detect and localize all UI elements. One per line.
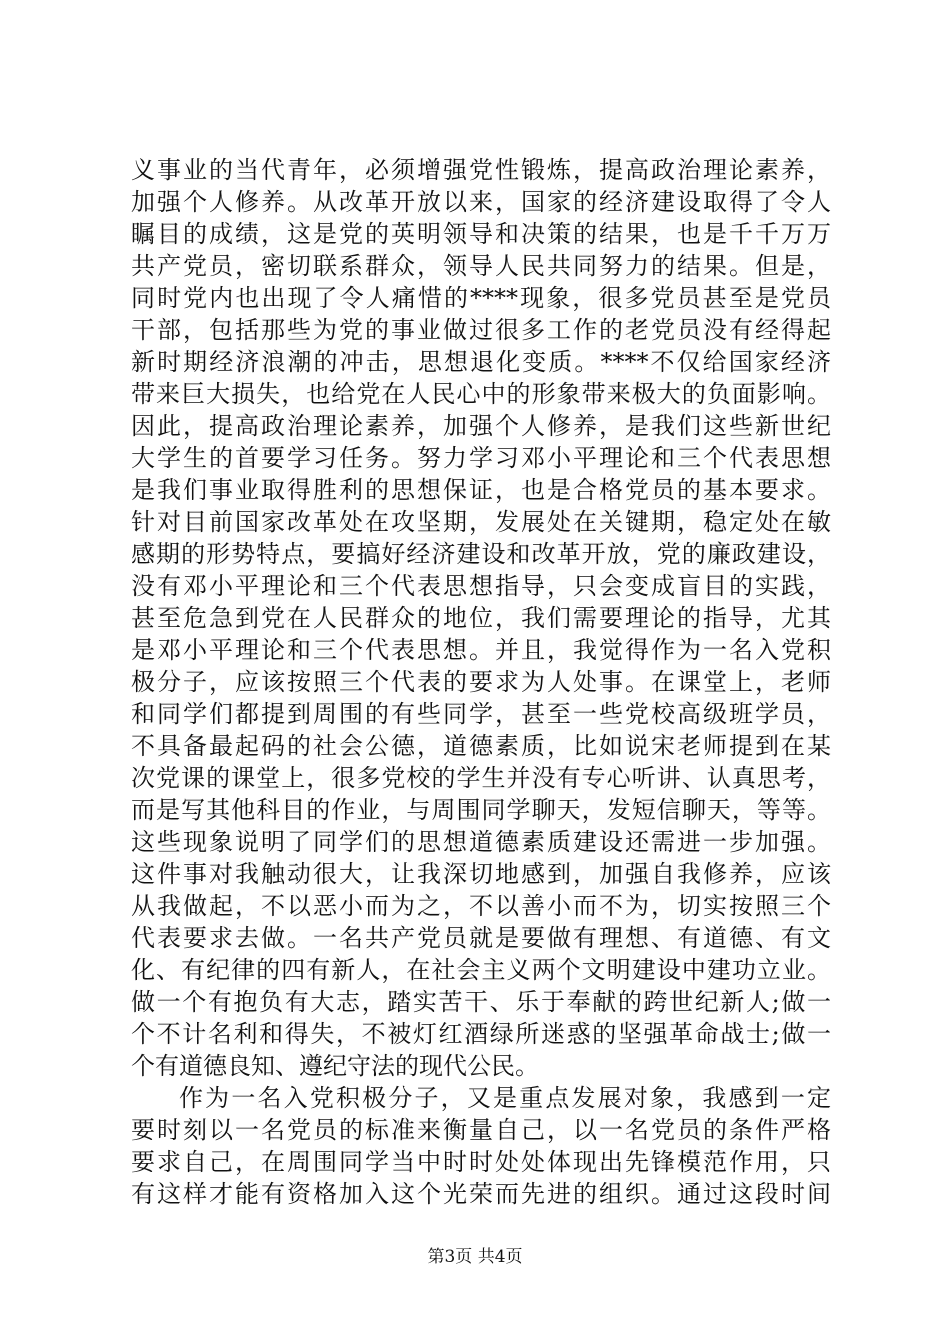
text-line: 因此，提高政治理论素养，加强个人修养，是我们这些新世纪 — [131, 412, 831, 440]
text-line: 代表要求去做。一名共产党员就是要做有理想、有道德、有文 — [131, 924, 831, 952]
page-footer: 第3页 共4页 — [427, 1247, 523, 1267]
text-line: 是邓小平理论和三个代表思想。并且，我觉得作为一名入党积 — [131, 636, 831, 664]
text-line: 从我做起，不以恶小而为之，不以善小而不为，切实按照三个 — [131, 892, 831, 920]
text-line: 是我们事业取得胜利的思想保证，也是合格党员的基本要求。 — [131, 476, 831, 504]
text-line: 要时刻以一名党员的标准来衡量自己，以一名党员的条件严格 — [131, 1116, 831, 1144]
text-line: 不具备最起码的社会公德，道德素质，比如说宋老师提到在某 — [131, 732, 831, 760]
text-line: 加强个人修养。从改革开放以来，国家的经济建设取得了令人 — [131, 188, 831, 216]
text-line: 甚至危急到党在人民群众的地位，我们需要理论的指导，尤其 — [131, 604, 831, 632]
text-line: 感期的形势特点，要搞好经济建设和改革开放，党的廉政建设， — [131, 540, 831, 568]
text-line: 同时党内也出现了令人痛惜的****现象，很多党员甚至是党员 — [131, 284, 831, 312]
text-line: 瞩目的成绩，这是党的英明领导和决策的结果，也是千千万万 — [131, 220, 831, 248]
text-line: 共产党员，密切联系群众，领导人民共同努力的结果。但是， — [131, 252, 831, 280]
text-line: 带来巨大损失，也给党在人民心中的形象带来极大的负面影响。 — [131, 380, 831, 408]
text-line: 这件事对我触动很大，让我深切地感到，加强自我修养，应该 — [131, 860, 831, 888]
text-line: 新时期经济浪潮的冲击，思想退化变质。****不仅给国家经济 — [131, 348, 831, 376]
text-line: 化、有纪律的四有新人，在社会主义两个文明建设中建功立业。 — [131, 956, 831, 984]
text-line: 个有道德良知、遵纪守法的现代公民。 — [131, 1052, 539, 1080]
text-line: 作为一名入党积极分子，又是重点发展对象，我感到一定 — [179, 1084, 831, 1112]
text-line: 这些现象说明了同学们的思想道德素质建设还需进一步加强。 — [131, 828, 831, 856]
text-line: 做一个有抱负有大志，踏实苦干、乐于奉献的跨世纪新人;做一 — [131, 988, 831, 1016]
text-line: 义事业的当代青年，必须增强党性锻炼，提高政治理论素养， — [131, 156, 831, 184]
text-line: 个不计名利和得失，不被灯红酒绿所迷惑的坚强革命战士;做一 — [131, 1020, 831, 1048]
text-line: 没有邓小平理论和三个代表思想指导，只会变成盲目的实践， — [131, 572, 831, 600]
text-line: 次党课的课堂上，很多党校的学生并没有专心听讲、认真思考， — [131, 764, 831, 792]
text-line: 极分子，应该按照三个代表的要求为人处事。在课堂上，老师 — [131, 668, 831, 696]
text-line: 有这样才能有资格加入这个光荣而先进的组织。通过这段时间 — [131, 1180, 831, 1208]
text-line: 大学生的首要学习任务。努力学习邓小平理论和三个代表思想 — [131, 444, 831, 472]
text-line: 和同学们都提到周围的有些同学，甚至一些党校高级班学员， — [131, 700, 831, 728]
text-line: 要求自己，在周围同学当中时时处处体现出先锋模范作用，只 — [131, 1148, 831, 1176]
body-text — [131, 154, 831, 1210]
text-line: 干部，包括那些为党的事业做过很多工作的老党员没有经得起 — [131, 316, 831, 344]
text-line: 针对目前国家改革处在攻坚期，发展处在关键期，稳定处在敏 — [131, 508, 831, 536]
text-line: 而是写其他科目的作业，与周围同学聊天，发短信聊天，等等。 — [131, 796, 831, 824]
